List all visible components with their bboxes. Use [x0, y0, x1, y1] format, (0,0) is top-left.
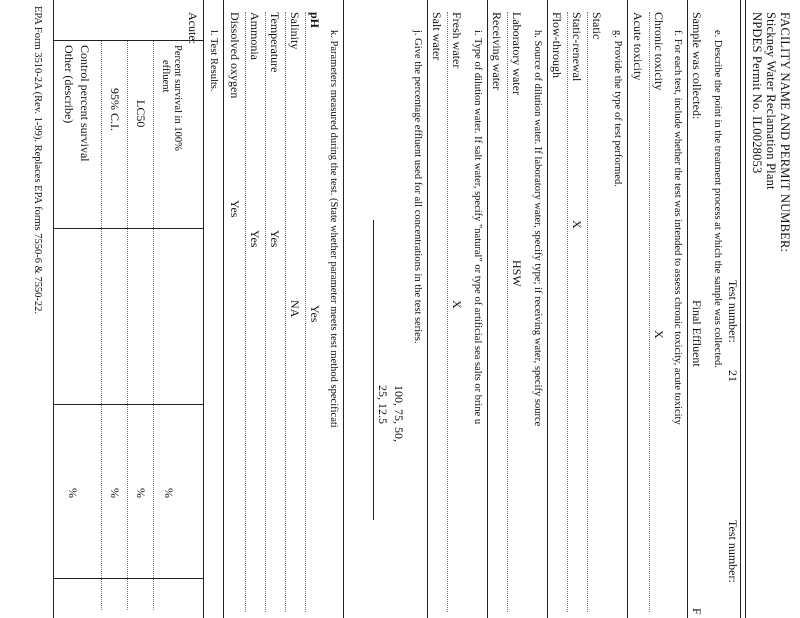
dots-ammonia — [245, 12, 246, 612]
dots-temperature — [265, 12, 266, 612]
dots-l1 — [153, 40, 154, 610]
dots-lab — [507, 12, 508, 612]
col-rule-0 — [54, 40, 204, 41]
rule-i — [427, 0, 428, 618]
static-renewal-label: Static-renewal — [570, 12, 584, 82]
param-do-label: Dissolved oxygen — [228, 12, 242, 99]
rule-j-values — [373, 220, 374, 520]
rule-l-bottom — [53, 0, 54, 618]
section-h-question: h. Source of dilution water. If laboratory water, specify type; if receiving water, specify source — [532, 30, 543, 427]
test-number-right-label: Test number: — [726, 520, 740, 583]
col-rule-2 — [54, 404, 204, 405]
section-g-question: g. Provide the type of test performed. — [612, 30, 623, 187]
other-describe-label: Other (describe) — [62, 45, 76, 124]
section-k-question: k. Parameters measured during the test. (State whether parameter meets test method specificati — [328, 30, 339, 428]
flow-through-label: Flow-through — [550, 12, 564, 78]
acute-label: Acute toxicity — [631, 12, 645, 81]
sample-value: Final Effluent — [690, 300, 704, 367]
rule-h — [487, 0, 488, 618]
receiving-water-label: Receiving water — [490, 12, 504, 91]
dots-static-renewal — [567, 12, 568, 612]
salt-water-label: Salt water — [430, 12, 444, 61]
chronic-value: X — [652, 330, 666, 339]
header-divider — [745, 0, 746, 618]
param-salinity-label: Salinity — [288, 12, 302, 50]
lab-water-label: Laboratory water — [510, 12, 524, 95]
param-temperature-value: Yes — [268, 230, 282, 248]
static-label: Static — [590, 12, 604, 40]
chronic-label: Chronic toxicity — [652, 12, 666, 91]
lc50-label: LC50 — [134, 100, 148, 128]
section-j-values-2: 25, 12.5 — [376, 385, 390, 424]
header-divider-2 — [740, 0, 741, 618]
percent-survival-line2: effluent — [160, 60, 171, 93]
pct-2: % — [134, 488, 148, 498]
param-ammonia-value: Yes — [248, 230, 262, 248]
section-f-question: f. For each test, include whether the test was intended to assess chronic toxicity, acute toxicity — [672, 30, 683, 425]
permit-number: NPDES Permit No. IL0028053 — [750, 12, 764, 174]
dots-chronic — [649, 12, 650, 612]
sample-label: Sample was collected: — [690, 12, 704, 120]
dots-salinity — [285, 12, 286, 612]
facility-line: FACILITY NAME AND PERMIT NUMBER: — [778, 12, 792, 253]
section-i-question: i. Type of dilution water. If salt water, specify "natural" or type of artificial sea salts or brine u — [472, 30, 483, 425]
rule-l-top — [203, 0, 204, 618]
section-l-question: l. Test Results. — [208, 30, 219, 92]
param-do-value: Yes — [228, 200, 242, 218]
pct-1: % — [162, 488, 176, 498]
rule-j — [343, 0, 344, 618]
pct-3: % — [108, 488, 122, 498]
percent-survival-line1: Percent survival in 100% — [172, 45, 183, 151]
cut-letter: F — [690, 608, 704, 615]
section-e-question: e. Describe the point in the treatment process at which the sample was collected. — [712, 30, 723, 368]
ci-label: 95% C.I. — [108, 88, 122, 131]
static-renewal-value: X — [570, 220, 584, 229]
dots-l2 — [127, 40, 128, 610]
lab-water-value: HSW — [510, 260, 524, 287]
form-footer: EPA Form 3510-2A (Rev. 1-99). Replaces EPA forms 7550-6 & 7550-22. — [32, 6, 43, 314]
dots-static — [587, 12, 588, 612]
rule-f — [627, 0, 628, 618]
acute-results-label: Acute: — [186, 12, 200, 44]
dots-l3 — [101, 40, 102, 610]
param-ph-label: pH — [308, 12, 322, 29]
rule-k — [223, 0, 224, 618]
col-rule-3 — [54, 578, 204, 579]
fresh-water-label: Fresh water — [450, 12, 464, 69]
section-j-values-1: 100, 75, 50, — [392, 385, 406, 442]
control-survival-label: Control percent survival — [78, 45, 92, 162]
dots-ph — [305, 12, 306, 612]
param-salinity-value: NA — [288, 300, 302, 318]
fresh-water-value: X — [450, 300, 464, 309]
test-number-value: 21 — [726, 370, 740, 382]
rule-g — [547, 0, 548, 618]
rule-e — [687, 0, 688, 618]
param-temperature-label: Temperature — [268, 12, 282, 73]
section-j-question: j. Give the percentage effluent used for all concentrations in the test series. — [412, 30, 423, 344]
pct-4: % — [66, 488, 80, 498]
col-rule-1 — [54, 228, 204, 229]
dots-fresh — [447, 12, 448, 612]
facility-name: Stickney Water Reclamation Plant — [764, 12, 778, 190]
test-number-label: Test number: — [726, 280, 740, 343]
param-ph-value: Yes — [308, 305, 322, 323]
param-ammonia-label: Ammonia — [248, 12, 262, 60]
